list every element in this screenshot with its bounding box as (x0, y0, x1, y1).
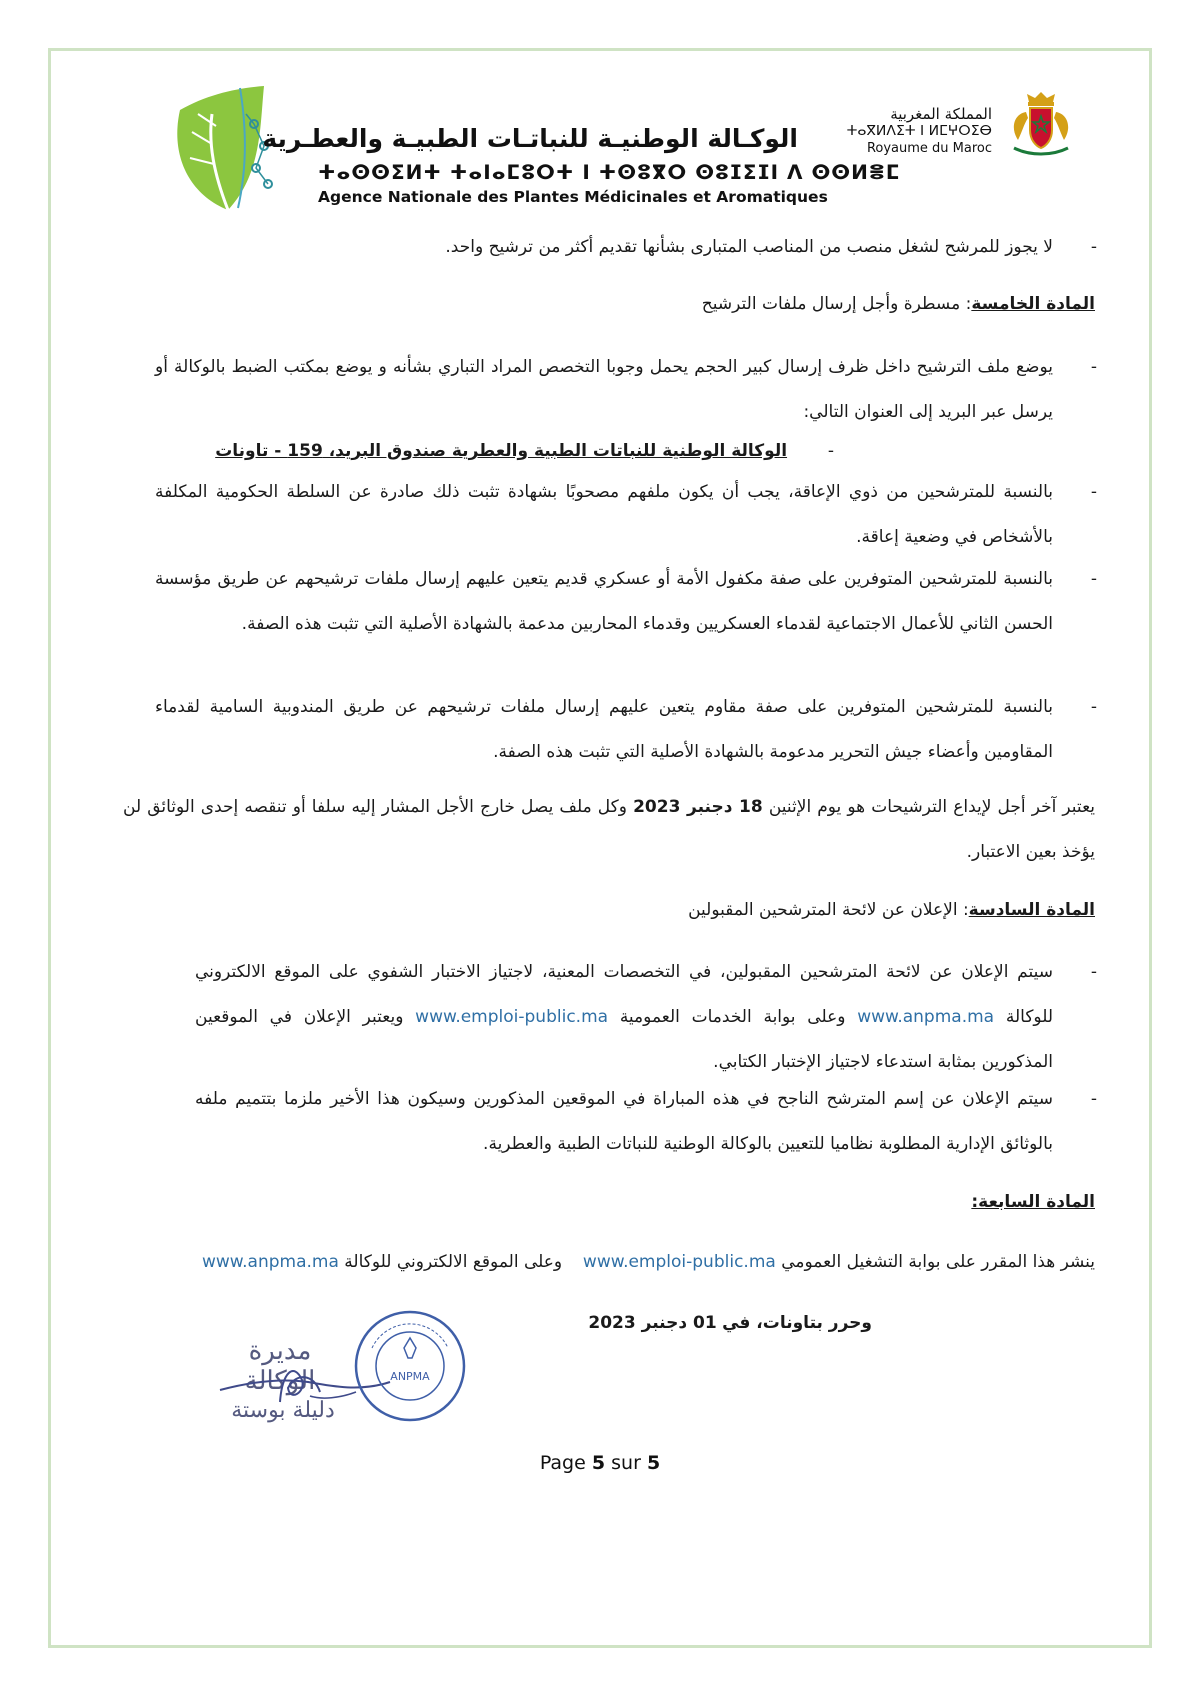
deadline-date: 18 دجنبر 2023 (633, 797, 763, 817)
bullet-dash: - (1090, 697, 1097, 717)
signature-name: دليلة بوستة (231, 1398, 335, 1423)
page-number: Page 5 sur 5 (539, 1452, 661, 1474)
anpma-link[interactable]: www.anpma.ma (201, 1252, 339, 1272)
successful-candidate-note: سيتم الإعلان عن إسم المترشح الناجح في هذه المباراة في الموقعين المذكورين وسيكون هذا الأخير ملزما بتتميم ملفه بالوثائق الإدارية المطلوبة نظاميا للتعيين بالوكالة الوطنية للنباتات الطبية والعطرية. (195, 1089, 1053, 1154)
stamp-label: ANPMA (390, 1370, 430, 1383)
list-item (155, 470, 1095, 560)
agency-name-tifinagh: ⵜⴰⵙⵙⵉⵍⵜ ⵜⴰⵏⴰⵎⵓⵔⵜ ⵏ ⵜⵙⵓⴳⵔ ⵙⵓⵊⵉⵊⵏ ⴷ ⵙⵙⵍⴻⵎ (318, 160, 901, 184)
bullet-dash: - (1090, 569, 1097, 589)
bullet-dash: - (1090, 1089, 1097, 1109)
signing-place: وحرر بتاونات، في (722, 1313, 872, 1333)
agency-name-french: Agence Nationale des Plantes Médicinales et Aromatiques (318, 188, 828, 206)
veterans-note: بالنسبة للمترشحين المتوفرين على صفة مكفول الأمة أو عسكري قديم يتعين عليهم إرسال ملفات ترشيحهم عن طريق مؤسسة الحسن الثاني للأعمال الاجتماعية لقدماء العسكريين وقدماء المحاربين مدعمة بالشهادة الأصلية التي تثبت هذه الصفة. (155, 569, 1053, 634)
signature-title: مديرة الوكالة (244, 1336, 316, 1396)
agency-name-arabic: الوكـالة الوطنيـة للنباتـات الطبيـة والعطـرية (262, 124, 798, 153)
bullet-dash: - (1090, 962, 1097, 982)
publication-line: ينشر هذا المقرر على بوابة التشغيل العمومي www.emploi-public.ma وعلى الموقع الالكتروني للوكالة www.anpma.ma (201, 1252, 1095, 1272)
coat-of-arms-icon (1000, 88, 1082, 158)
kingdom-label (840, 106, 992, 157)
article6-heading-line (688, 900, 1095, 920)
postal-address: الوكالة الوطنية للنباتات الطبية والعطرية صندوق البريد، 159 - تاونات (215, 441, 788, 461)
emploi-public-link[interactable]: www.emploi-public.ma (415, 1007, 609, 1027)
kingdom-arabic: المملكة المغربية (890, 105, 992, 123)
admitted-list-note: سيتم الإعلان عن لائحة المترشحين المقبولين، في التخصصات المعنية، لاجتياز الاختبار الشفوي على الموقع الالكتروني للوكالة www.anpma.ma وعلى بوابة الخدمات العمومية www.emploi-public.ma ويعتبر الإعلان في الموقعين المذكورين بمثابة استدعاء لاجتياز الإختبار الكتابي. (195, 962, 1054, 1072)
bullet-dash: - (1090, 482, 1097, 502)
anpma-link[interactable]: www.anpma.ma (857, 1007, 995, 1027)
article7-heading: المادة السابعة: (971, 1192, 1095, 1212)
signing-line (588, 1313, 872, 1333)
article6-title: : الإعلان عن لائحة المترشحين المقبولين (688, 900, 969, 920)
official-stamp (352, 1308, 468, 1424)
list-item (195, 1077, 1095, 1167)
list-item (155, 345, 1095, 435)
list-item (195, 950, 1095, 1085)
article5-heading-line (702, 294, 1095, 314)
article6-heading: المادة السادسة (968, 900, 1095, 920)
deadline-paragraph (123, 785, 1095, 875)
kingdom-french: Royaume du Maroc (866, 141, 992, 156)
list-item (155, 225, 1095, 270)
article5-title: : مسطرة وأجل إرسال ملفات الترشيح (701, 294, 972, 314)
signing-date: 01 دجنبر 2023 (588, 1313, 717, 1333)
bullet-dash: - (827, 441, 834, 461)
list-item (155, 685, 1095, 775)
disability-note: بالنسبة للمترشحين من ذوي الإعاقة، يجب أن يكون ملفهم مصحوبًا بشهادة تثبت ذلك صادرة عن السلطة الحكومية المكلفة بالأشخاص في وضعية إعاقة. (155, 482, 1053, 547)
article7-heading-line (971, 1192, 1095, 1212)
article5-heading: المادة الخامسة (971, 294, 1095, 314)
bullet-dash: - (1090, 357, 1097, 377)
resistance-note: بالنسبة للمترشحين المتوفرين على صفة مقاوم يتعين عليهم إرسال ملفات ترشيحهم عن طريق المندوبية السامية لقدماء المقاومين وأعضاء جيش التحرير مدعومة بالشهادة الأصلية التي تثبت هذه الصفة. (155, 697, 1053, 762)
list-item (155, 557, 1095, 647)
deadline-text: يعتبر آخر أجل لإيداع الترشيحات هو يوم الإثنين (768, 797, 1095, 817)
kingdom-tifinagh: ⵜⴰⴳⵍⴷⵉⵜ ⵏ ⵍⵎⵖⵔⵉⴱ (846, 123, 992, 139)
eligibility-note: لا يجوز للمرشح لشغل منصب من المناصب المتبارى بشأنها تقديم أكثر من ترشيح واحد. (445, 237, 1053, 257)
emploi-public-link[interactable]: www.emploi-public.ma (582, 1252, 776, 1272)
address-line (215, 441, 834, 461)
submission-instructions: يوضع ملف الترشيح داخل ظرف إرسال كبير الحجم يحمل وجوبا التخصص المراد التباري بشأنه و يوضع بمكتب الضبط بالوكالة أو يرسل عبر البريد إلى العنوان التالي: (155, 357, 1053, 422)
deadline-text-end: وكل ملف يصل خارج الأجل المشار إليه سلفا أو تنقصه إحدى الوثائق لن يؤخذ بعين الاعتبار. (123, 797, 1095, 862)
bullet-dash: - (1090, 237, 1097, 257)
